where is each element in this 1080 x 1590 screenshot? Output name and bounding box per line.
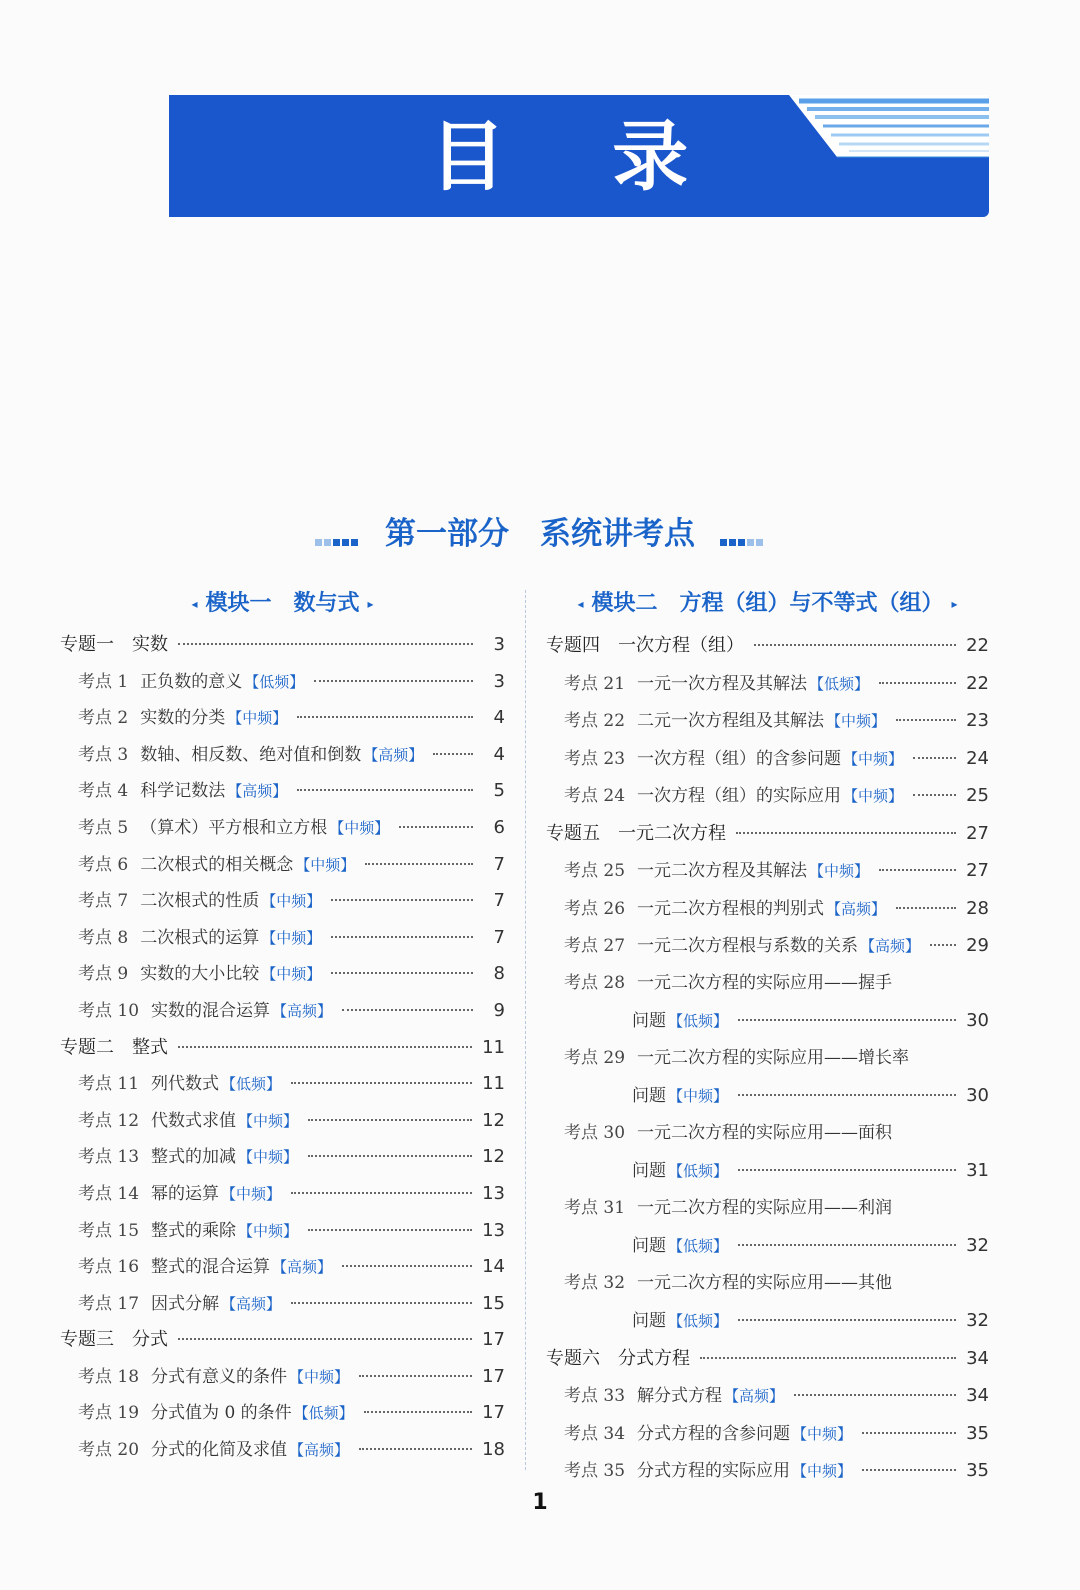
- page-ref: 24: [966, 747, 989, 769]
- dot-leader: [308, 1155, 472, 1157]
- frequency-tag: 【高频】: [289, 1441, 350, 1460]
- page-number: 1: [532, 1490, 548, 1515]
- point-label: 考点 5: [78, 817, 129, 838]
- dot-leader: [291, 1082, 472, 1084]
- point-label: 考点 22: [564, 711, 626, 731]
- page-ref: 18: [482, 1439, 505, 1461]
- point-title: 一元二次方程的实际应用——利润: [637, 1197, 893, 1218]
- point-label: 考点 7: [78, 891, 129, 912]
- point-label: 考点 2: [78, 708, 129, 729]
- point-title-continued: 问题: [632, 1161, 666, 1181]
- frequency-tag: 【中频】: [668, 1087, 729, 1105]
- point-title: 一元二次方程根与系数的关系: [637, 936, 859, 956]
- point-title: 分式方程的含参问题: [637, 1423, 791, 1444]
- point-title: 一元二次方程的实际应用——增长率: [637, 1047, 910, 1068]
- frequency-tag: 【高频】: [724, 1387, 785, 1405]
- toc-topic-row[interactable]: [60, 627, 505, 664]
- page-ref: 17: [482, 1402, 505, 1424]
- page-ref: 17: [482, 1365, 505, 1387]
- frequency-tag: 【低频】: [221, 1075, 282, 1094]
- frequency-tag: 【低频】: [668, 1237, 729, 1255]
- column-divider: [525, 590, 526, 1470]
- toc-entry-row[interactable]: [60, 1066, 505, 1103]
- frequency-tag: 【中频】: [238, 1111, 299, 1130]
- toc-entry-row[interactable]: [546, 665, 989, 703]
- page-ref: 30: [966, 1085, 989, 1106]
- frequency-tag: 【中频】: [238, 1148, 299, 1167]
- toc-entry-row[interactable]: [546, 1115, 989, 1153]
- point-title: 解分式方程: [637, 1386, 723, 1406]
- dot-leader: [291, 1192, 472, 1194]
- point-label: 考点 4: [78, 781, 129, 802]
- toc-entry-row[interactable]: [60, 810, 505, 847]
- point-title: 科学记数法: [140, 781, 226, 802]
- toc-entry-row[interactable]: [60, 700, 505, 737]
- page-ref: 13: [482, 1219, 505, 1241]
- frequency-tag: 【低频】: [668, 1012, 729, 1030]
- point-title: 一元二次方程及其解法: [637, 861, 808, 881]
- toc-entry-row[interactable]: [546, 1040, 989, 1078]
- page-ref: 30: [966, 1010, 989, 1031]
- dot-leader: [308, 1229, 472, 1231]
- dot-leader: [364, 1411, 472, 1413]
- point-title-continued: 问题: [632, 1311, 666, 1331]
- toc-entry-row[interactable]: [546, 1415, 989, 1453]
- page-ref: 32: [966, 1310, 989, 1331]
- frequency-tag: 【低频】: [809, 674, 870, 693]
- dot-leader: [862, 1432, 956, 1434]
- page-ref: 7: [493, 853, 505, 875]
- frequency-tag: 【中频】: [843, 749, 904, 768]
- frequency-tag: 【高频】: [860, 937, 921, 955]
- point-title: 一元二次方程的实际应用——握手: [637, 972, 893, 993]
- topic-label: 专题六: [546, 1347, 600, 1369]
- dot-leader: [331, 899, 473, 901]
- toc-entry-row[interactable]: [546, 777, 989, 815]
- triangle-left-icon: ◂: [577, 597, 584, 611]
- toc-entry-row[interactable]: [546, 1077, 989, 1115]
- point-title: 实数的大小比较: [140, 964, 260, 985]
- page-ref: 12: [482, 1109, 505, 1131]
- dot-leader: [738, 1019, 956, 1021]
- topic-title: 分式方程: [618, 1347, 690, 1369]
- toc-entry-row[interactable]: [60, 1359, 505, 1396]
- page-ref: 7: [493, 890, 505, 912]
- point-label: 考点 15: [78, 1220, 140, 1241]
- topic-title: 实数: [132, 634, 168, 655]
- dot-leader: [308, 1119, 472, 1121]
- point-title: 一元二次方程根的判别式: [637, 898, 825, 919]
- module-heading: [60, 586, 505, 622]
- dot-leader: [896, 907, 956, 909]
- toc-topic-row[interactable]: [546, 815, 989, 853]
- toc-topic-row[interactable]: [60, 1322, 505, 1359]
- dot-leader: [913, 757, 956, 759]
- point-title: 二次根式的相关概念: [140, 854, 294, 875]
- frequency-tag: 【中频】: [792, 1424, 853, 1443]
- frequency-tag: 【低频】: [244, 672, 305, 691]
- frequency-tag: 【中频】: [261, 928, 322, 947]
- toc-entry-row[interactable]: [60, 993, 505, 1030]
- topic-title: 一元二次方程: [618, 822, 726, 844]
- frequency-tag: 【中频】: [329, 818, 390, 837]
- point-label: 考点 30: [564, 1122, 626, 1143]
- toc-entry-row[interactable]: [60, 883, 505, 920]
- toc-entry-row[interactable]: [546, 1452, 989, 1490]
- dot-leader: [879, 869, 956, 871]
- frequency-tag: 【中频】: [221, 1184, 282, 1203]
- toc-entry-row[interactable]: [60, 1249, 505, 1286]
- point-label: 考点 8: [78, 927, 129, 948]
- point-label: 考点 31: [564, 1197, 626, 1218]
- point-label: 考点 33: [564, 1386, 626, 1406]
- point-label: 考点 19: [78, 1403, 140, 1424]
- part-title-text: 第一部分 系统讲考点: [385, 516, 695, 552]
- page-ref: 31: [966, 1160, 989, 1181]
- triangle-right-icon: ▸: [951, 597, 958, 611]
- toc-entry-row[interactable]: [546, 852, 989, 890]
- frequency-tag: 【中频】: [809, 862, 870, 880]
- point-label: 考点 24: [564, 786, 626, 806]
- dot-leader: [342, 1009, 473, 1011]
- dot-leader: [930, 944, 956, 946]
- point-label: 考点 20: [78, 1440, 140, 1461]
- toc-entry-row[interactable]: [546, 1302, 989, 1340]
- point-label: 考点 34: [564, 1423, 626, 1444]
- page-ref: 22: [966, 635, 989, 656]
- page-ref: 35: [966, 1460, 989, 1481]
- frequency-tag: 【低频】: [293, 1404, 354, 1423]
- point-title: 实数的混合运算: [151, 1000, 271, 1021]
- toc-entry-row[interactable]: [60, 1432, 505, 1469]
- point-title: 正负数的意义: [140, 671, 243, 692]
- point-label: 考点 26: [564, 898, 626, 919]
- page-ref: 27: [966, 822, 989, 844]
- dot-leader: [178, 1046, 472, 1048]
- page-ref: 7: [493, 926, 505, 948]
- point-title: 代数式求值: [151, 1110, 237, 1131]
- page-ref: 4: [493, 707, 505, 729]
- point-title: 二元一次方程组及其解法: [637, 711, 825, 731]
- point-label: 考点 16: [78, 1257, 140, 1278]
- page-ref: 6: [493, 816, 505, 838]
- page-ref: 34: [966, 1347, 989, 1369]
- point-title: 一元一次方程及其解法: [637, 673, 808, 694]
- toc-entry-row[interactable]: [60, 1139, 505, 1176]
- toc-entry-row[interactable]: [546, 1152, 989, 1190]
- decor-squares-right: [720, 514, 765, 558]
- point-label: 考点 9: [78, 964, 129, 985]
- triangle-right-icon: ▸: [367, 597, 374, 611]
- triangle-left-icon: ◂: [191, 597, 198, 611]
- toc-column-left: [60, 586, 505, 1469]
- toc-entry-row[interactable]: [60, 1176, 505, 1213]
- toc-entry-row[interactable]: [546, 965, 989, 1003]
- point-title: 分式有意义的条件: [151, 1366, 288, 1387]
- point-label: 考点 6: [78, 854, 129, 875]
- point-label: 考点 35: [564, 1461, 626, 1481]
- page-ref: 17: [482, 1329, 505, 1351]
- dot-leader: [314, 680, 473, 682]
- dot-leader: [913, 794, 956, 796]
- point-label: 考点 32: [564, 1272, 626, 1293]
- frequency-tag: 【高频】: [221, 1294, 282, 1313]
- dot-leader: [700, 1357, 956, 1359]
- dot-leader: [342, 1265, 472, 1267]
- point-label: 考点 17: [78, 1293, 140, 1314]
- toc-entry-row[interactable]: [60, 956, 505, 993]
- toc-entry-row[interactable]: [546, 927, 989, 965]
- dot-leader: [738, 1169, 956, 1171]
- point-label: 考点 3: [78, 744, 129, 765]
- point-title: 二次根式的性质: [140, 891, 260, 912]
- frequency-tag: 【低频】: [668, 1162, 729, 1180]
- toc-entry-row[interactable]: [546, 890, 989, 928]
- toc-list: [60, 627, 505, 1469]
- point-label: 考点 14: [78, 1183, 140, 1204]
- dot-leader: [331, 936, 473, 938]
- toc-entry-row[interactable]: [546, 1377, 989, 1415]
- toc-entry-row[interactable]: [546, 1227, 989, 1265]
- point-title: 数轴、相反数、绝对值和倒数: [140, 744, 362, 765]
- point-label: 考点 27: [564, 936, 626, 956]
- dot-leader: [331, 972, 473, 974]
- point-label: 考点 29: [564, 1047, 626, 1068]
- part-title: [0, 512, 1080, 558]
- point-title: 一元二次方程的实际应用——其他: [637, 1272, 893, 1293]
- frequency-tag: 【高频】: [363, 745, 424, 764]
- module-heading: [546, 586, 989, 622]
- topic-label: 专题四: [546, 635, 600, 656]
- point-label: 考点 28: [564, 972, 626, 993]
- point-label: 考点 11: [78, 1074, 140, 1095]
- frequency-tag: 【中频】: [792, 1462, 853, 1480]
- page-ref: 5: [493, 780, 505, 802]
- point-title: （算术）平方根和立方根: [140, 817, 328, 838]
- point-label: 考点 25: [564, 861, 626, 881]
- dot-leader: [738, 1244, 956, 1246]
- page-ref: 3: [493, 634, 505, 655]
- page-ref: 23: [966, 710, 989, 731]
- page-ref: 32: [966, 1235, 989, 1256]
- page-ref: 29: [966, 935, 989, 956]
- dot-leader: [291, 1302, 472, 1304]
- toc-entry-row[interactable]: [60, 920, 505, 957]
- point-label: 考点 18: [78, 1366, 140, 1387]
- toc-entry-row[interactable]: [546, 702, 989, 740]
- point-title: 因式分解: [151, 1293, 220, 1314]
- frequency-tag: 【中频】: [227, 709, 288, 728]
- frequency-tag: 【高频】: [227, 782, 288, 801]
- point-title-continued: 问题: [632, 1011, 666, 1031]
- topic-label: 专题二: [60, 1036, 114, 1058]
- dot-leader: [736, 832, 956, 834]
- frequency-tag: 【高频】: [826, 899, 887, 918]
- topic-title: 一次方程（组）: [618, 635, 744, 656]
- topic-label: 专题一: [60, 634, 114, 655]
- page-ref: 22: [966, 672, 989, 694]
- toc-entry-row[interactable]: [546, 1190, 989, 1228]
- module-title: 模块二 方程（组）与不等式（组）: [591, 591, 944, 616]
- page-ref: 15: [482, 1292, 505, 1314]
- point-title: 整式的加减: [151, 1147, 237, 1168]
- point-title-continued: 问题: [632, 1086, 666, 1106]
- module-title: 模块一 数与式: [205, 591, 360, 616]
- toc-topic-row[interactable]: [60, 1030, 505, 1067]
- toc-entry-row[interactable]: [60, 1395, 505, 1432]
- dot-leader: [896, 719, 956, 721]
- dot-leader: [738, 1319, 956, 1321]
- dot-leader: [754, 644, 956, 646]
- point-title: 整式的混合运算: [151, 1257, 271, 1278]
- toc-topic-row[interactable]: [546, 627, 989, 665]
- point-label: 考点 13: [78, 1147, 140, 1168]
- frequency-tag: 【高频】: [272, 1001, 333, 1020]
- toc-topic-row[interactable]: [546, 1340, 989, 1378]
- page-ref: 8: [493, 963, 505, 985]
- page-ref: 14: [482, 1256, 505, 1278]
- dot-leader: [297, 789, 473, 791]
- point-title: 二次根式的运算: [140, 927, 260, 948]
- dot-leader: [862, 1469, 956, 1471]
- topic-title: 分式: [132, 1329, 168, 1351]
- point-title: 一次方程（组）的实际应用: [637, 786, 842, 806]
- frequency-tag: 【中频】: [295, 855, 356, 874]
- page-ref: 35: [966, 1422, 989, 1444]
- page-ref: 11: [482, 1073, 505, 1095]
- frequency-tag: 【中频】: [826, 712, 887, 730]
- page-ref: 27: [966, 860, 989, 881]
- point-title-continued: 问题: [632, 1236, 666, 1256]
- toc-entry-row[interactable]: [546, 1002, 989, 1040]
- point-label: 考点 1: [78, 671, 129, 692]
- page-ref: 34: [966, 1385, 989, 1406]
- point-title: 一次方程（组）的含参问题: [637, 748, 842, 769]
- page-ref: 9: [493, 999, 505, 1021]
- frequency-tag: 【中频】: [261, 965, 322, 984]
- dot-leader: [738, 1094, 956, 1096]
- dot-leader: [178, 643, 473, 645]
- point-title: 一元二次方程的实际应用——面积: [637, 1122, 893, 1143]
- topic-label: 专题五: [546, 822, 600, 844]
- toc-entry-row[interactable]: [60, 847, 505, 884]
- dot-leader: [359, 1448, 472, 1450]
- page-ref: 13: [482, 1182, 505, 1204]
- page-ref: 11: [482, 1036, 505, 1058]
- point-title: 分式方程的实际应用: [637, 1461, 791, 1481]
- point-label: 考点 12: [78, 1110, 140, 1131]
- dot-leader: [365, 863, 473, 865]
- dot-leader: [433, 753, 473, 755]
- dot-leader: [794, 1394, 956, 1396]
- toc-list: [546, 627, 989, 1490]
- toc-entry-row[interactable]: [60, 1103, 505, 1140]
- page-ref: 28: [966, 897, 989, 919]
- frequency-tag: 【中频】: [238, 1221, 299, 1240]
- point-title: 分式值为 0 的条件: [151, 1403, 292, 1424]
- point-label: 考点 23: [564, 748, 626, 769]
- page-title: 目 录: [429, 112, 729, 201]
- page-ref: 25: [966, 785, 989, 806]
- point-title: 分式的化简及求值: [151, 1440, 288, 1461]
- toc-entry-row[interactable]: [60, 664, 505, 701]
- point-title: 整式的乘除: [151, 1220, 237, 1241]
- toc-entry-row[interactable]: [60, 1286, 505, 1323]
- toc-entry-row[interactable]: [546, 740, 989, 778]
- frequency-tag: 【高频】: [272, 1258, 333, 1277]
- title-banner: [169, 95, 989, 217]
- point-label: 考点 10: [78, 1000, 140, 1021]
- point-title: 实数的分类: [140, 708, 226, 729]
- dot-leader: [359, 1375, 472, 1377]
- frequency-tag: 【中频】: [843, 787, 904, 805]
- frequency-tag: 【中频】: [289, 1367, 350, 1386]
- decor-squares-left: [315, 514, 360, 558]
- toc-column-right: [546, 586, 989, 1490]
- page-ref: 12: [482, 1146, 505, 1168]
- frequency-tag: 【中频】: [261, 892, 322, 911]
- toc-entry-row[interactable]: [60, 737, 505, 774]
- toc-entry-row[interactable]: [60, 773, 505, 810]
- dot-leader: [399, 826, 473, 828]
- dot-leader: [178, 1338, 472, 1340]
- frequency-tag: 【低频】: [668, 1312, 729, 1330]
- point-label: 考点 21: [564, 673, 626, 694]
- point-title: 列代数式: [151, 1074, 220, 1095]
- toc-entry-row[interactable]: [546, 1265, 989, 1303]
- page-ref: 4: [493, 743, 505, 765]
- dot-leader: [297, 716, 473, 718]
- toc-entry-row[interactable]: [60, 1213, 505, 1250]
- topic-title: 整式: [132, 1036, 168, 1058]
- page-ref: 3: [493, 670, 505, 692]
- point-title: 幂的运算: [151, 1183, 220, 1204]
- dot-leader: [879, 682, 956, 684]
- topic-label: 专题三: [60, 1329, 114, 1351]
